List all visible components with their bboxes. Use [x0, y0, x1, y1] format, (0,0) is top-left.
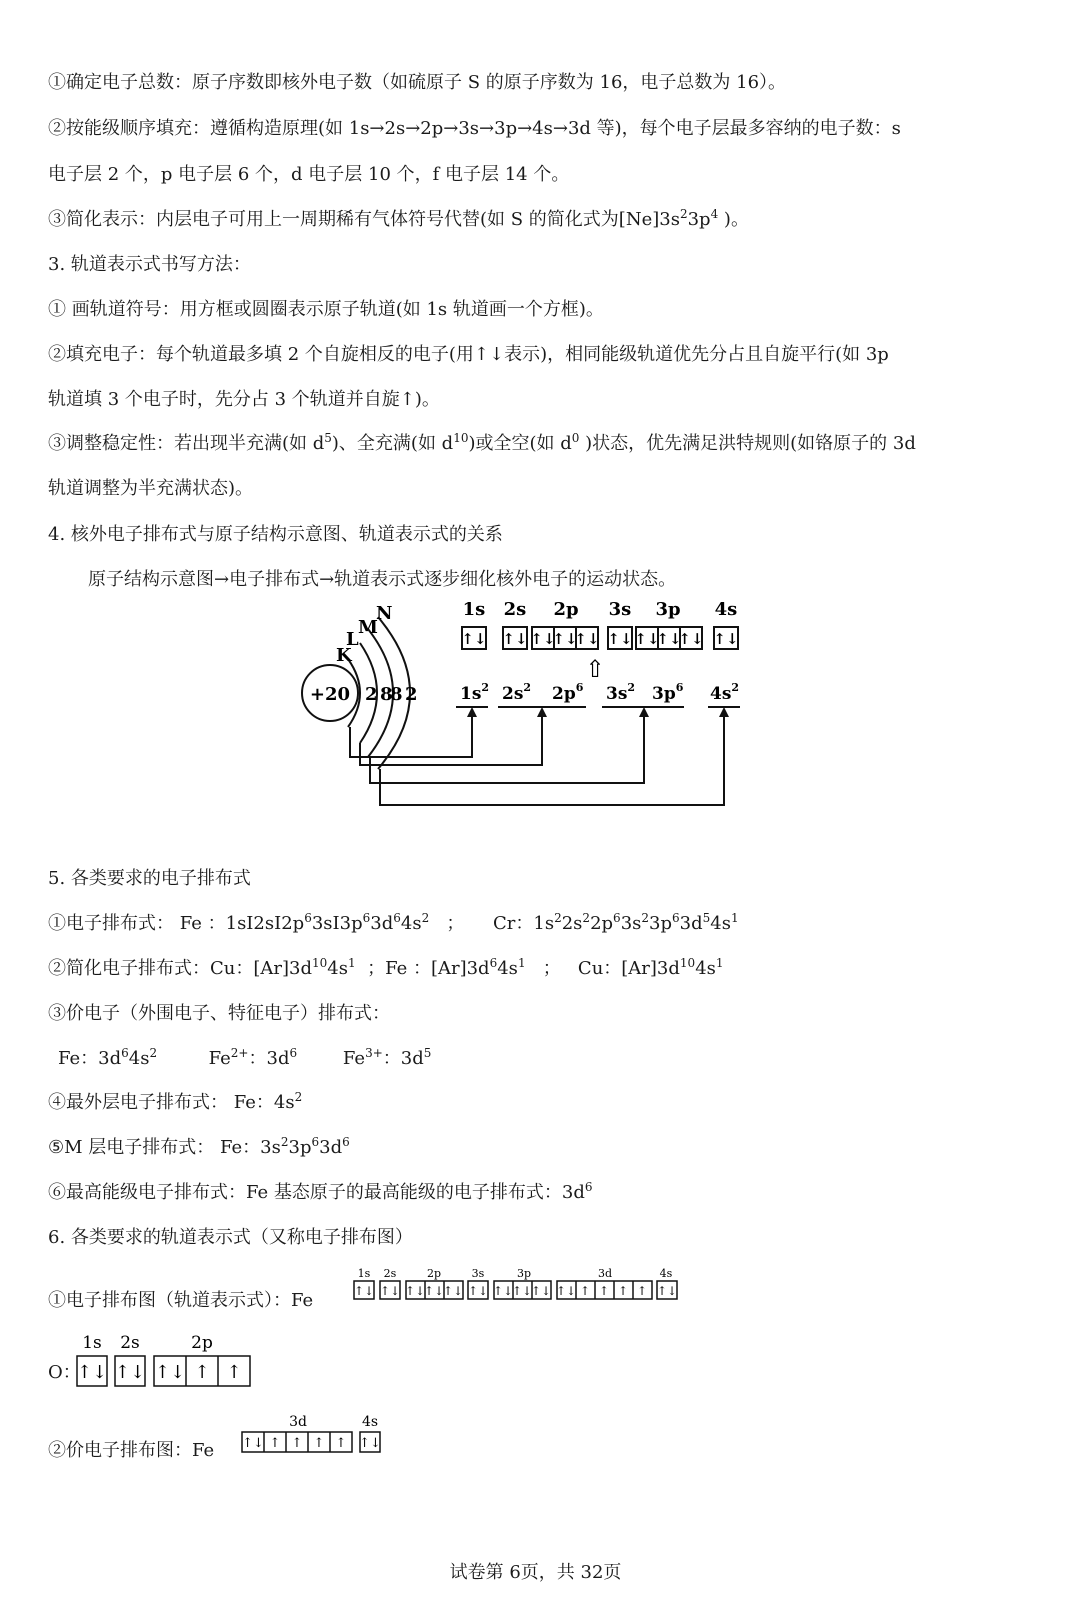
heading-6: 6. 各类要求的轨道表示式（又称电子排布图） — [48, 1227, 413, 1248]
s-1-label: ①电子排布图（轨道表示式）：Fe — [48, 1290, 314, 1311]
orb-label-3p: 3p — [655, 599, 681, 620]
r-1: ①电子排布式： Fe ：$1sI2sI2p^63sI3p^63d^64s^2$ ； Cr：$1s^22s^22p^63s^23p^63d^54s^1$ — [48, 911, 739, 934]
svg-text:↑↓: ↑↓ — [423, 1284, 445, 1298]
svg-text:2p: 2p — [191, 1333, 213, 1353]
config-row — [460, 681, 739, 704]
heading-5: 5. 各类要求的电子排布式 — [48, 868, 251, 889]
para-1: ①确定电子总数：原子序数即核外电子数（如硫原子 S 的原子序数为 16，电子总数为 16）。 — [48, 72, 787, 93]
orb-label-3s: 3s — [608, 599, 632, 620]
shell-k: K — [336, 645, 352, 666]
orb-label-1s: 1s — [462, 599, 486, 620]
q-3a: ③调整稳定性：若出现半充满(如 $d^5$)、全充满(如 $d^{10}$)或全空(如 $d^0$ )状态，优先满足洪特规则(如铬原子的 3d — [48, 431, 916, 454]
svg-text:↑: ↑ — [617, 1284, 629, 1298]
count-k: 2 — [365, 684, 378, 705]
svg-text:↑↓: ↑↓ — [467, 1284, 489, 1298]
svg-text:↑: ↑ — [269, 1436, 281, 1451]
svg-text:↑↓: ↑↓ — [552, 630, 578, 648]
r-3: ③价电子（外围电子、特征电子）排布式： — [48, 1003, 390, 1024]
svg-text:↑↓: ↑↓ — [502, 630, 528, 648]
r-5: ⑤M 层电子排布式： Fe：$3s^23p^63d^6$ — [48, 1135, 350, 1158]
svg-text:↑↓: ↑↓ — [492, 1284, 514, 1298]
structure-diagram — [290, 595, 760, 815]
para-2b: 电子层 2 个，p 电子层 6 个，d 电子层 10 个，f 电子层 14 个。 — [48, 164, 570, 185]
svg-text:↑: ↑ — [335, 1436, 347, 1451]
svg-text:4s: 4s — [659, 1267, 673, 1280]
svg-text:2s: 2s — [120, 1333, 140, 1353]
svg-text:↑↓: ↑↓ — [353, 1284, 375, 1298]
svg-text:↑: ↑ — [313, 1436, 325, 1451]
o-orbital-diagram — [74, 1330, 264, 1390]
svg-text:↑↓: ↑↓ — [555, 1284, 577, 1298]
count-l: 8 — [380, 684, 393, 705]
svg-text:1s2: $1s^2$ — [460, 681, 490, 704]
shell-m: M — [358, 617, 378, 638]
para-3: ③简化表示：内层电子可用上一周期稀有气体符号代替(如 S 的简化式为$[Ne]3s^23p^4$ )。 — [48, 207, 749, 230]
svg-text:↑↓: ↑↓ — [713, 630, 739, 648]
q-2a: ②填充电子：每个轨道最多填 2 个自旋相反的电子(用↑↓表示)，相同能级轨道优先分占且自旋平行(如 3p — [48, 344, 889, 365]
svg-text:↑↓: ↑↓ — [442, 1284, 464, 1298]
svg-text:↑: ↑ — [291, 1436, 303, 1451]
s-3-label: ②价电子排布图：Fe — [48, 1440, 215, 1461]
svg-text:4s: 4s — [361, 1414, 379, 1430]
orbital-arrows — [461, 630, 738, 648]
shell-l: L — [346, 629, 359, 650]
svg-text:1s: 1s — [357, 1267, 371, 1280]
svg-text:↑: ↑ — [194, 1362, 210, 1383]
svg-text:↑↓: ↑↓ — [656, 630, 682, 648]
svg-text:↑: ↑ — [636, 1284, 648, 1298]
svg-text:↑↓: ↑↓ — [634, 630, 660, 648]
heading-3: 3. 轨道表示式书写方法： — [48, 254, 251, 275]
q-1: ① 画轨道符号：用方框或圆圈表示原子轨道(如 1s 轨道画一个方框)。 — [48, 299, 604, 320]
r-6: ⑥最高能级电子排布式：Fe 基态原子的最高能级的电子排布式：$3d^6$ — [48, 1180, 593, 1203]
svg-text:↑↓: ↑↓ — [530, 630, 556, 648]
svg-text:3s2: $3s^2$ — [606, 681, 636, 704]
svg-text:↑↓: ↑↓ — [359, 1436, 381, 1451]
fe-valence-diagram — [238, 1412, 388, 1458]
r-3b: Fe：$3d^64s^2$ $Fe^{2+}$：$3d^6$ $Fe^{3+}$：$3d^5$ — [58, 1046, 432, 1069]
q-3b: 轨道调整为半充满状态)。 — [48, 478, 254, 499]
svg-text:3d: 3d — [597, 1267, 613, 1280]
orb-label-2p: 2p — [553, 599, 579, 620]
svg-text:↑: ↑ — [598, 1284, 610, 1298]
svg-text:2p: 2p — [426, 1267, 442, 1280]
svg-text:2s2: $2s^2$ — [502, 681, 532, 704]
svg-text:↑↓: ↑↓ — [242, 1436, 264, 1451]
svg-text:↑↓: ↑↓ — [461, 630, 487, 648]
count-n: 2 — [405, 684, 418, 705]
svg-text:↑↓: ↑↓ — [607, 630, 633, 648]
count-m: 8 — [390, 684, 403, 705]
svg-text:↑↓: ↑↓ — [656, 1284, 678, 1298]
para-2a: ②按能级顺序填充：遵循构造原理(如 1s→2s→2p→3s→3p→4s→3d 等)，每个电子层最多容纳的电子数：s — [48, 118, 901, 139]
svg-text:↑↓: ↑↓ — [154, 1362, 186, 1383]
fe-orbital-diagram — [352, 1266, 682, 1306]
svg-text:↑↓: ↑↓ — [76, 1362, 108, 1383]
svg-text:↑↓: ↑↓ — [404, 1284, 426, 1298]
hollow-up-arrow: ⇧ — [584, 655, 606, 683]
svg-text:↑↓: ↑↓ — [114, 1362, 146, 1383]
s-2-label: O： — [48, 1362, 81, 1383]
svg-text:3s: 3s — [471, 1267, 485, 1280]
heading-4: 4. 核外电子排布式与原子结构示意图、轨道表示式的关系 — [48, 524, 503, 545]
orb-label-4s: 4s — [714, 599, 738, 620]
svg-text:↑↓: ↑↓ — [530, 1284, 552, 1298]
svg-text:2s: 2s — [383, 1267, 397, 1280]
orb-label-2s: 2s — [503, 599, 527, 620]
svg-text:3d: 3d — [289, 1414, 307, 1430]
svg-text:3p6: $3p^6$ — [652, 681, 684, 704]
svg-text:↑↓: ↑↓ — [678, 630, 704, 648]
svg-text:2p6: $2p^6$ — [552, 681, 584, 704]
r-4: ④最外层电子排布式： Fe：$4s^2$ — [48, 1090, 303, 1113]
connector-arrowheads — [467, 707, 729, 717]
q-2b: 轨道填 3 个电子时，先分占 3 个轨道并自旋↑)。 — [48, 389, 440, 410]
svg-text:↑↓: ↑↓ — [574, 630, 600, 648]
svg-text:1s: 1s — [82, 1333, 102, 1353]
svg-text:↑: ↑ — [226, 1362, 242, 1383]
r-2: ②简化电子排布式：Cu：$[Ar]3d^{10}4s^1$ ；Fe ：$[Ar]3d^64s^1$ ； Cu：$[Ar]3d^{10}4s^1$ — [48, 956, 724, 979]
connector-lines — [350, 709, 724, 805]
page-footer: 试卷第 6页，共 32页 — [449, 1562, 622, 1583]
svg-text:↑↓: ↑↓ — [379, 1284, 401, 1298]
heading-4-sub: 原子结构示意图→电子排布式→轨道表示式逐步细化核外电子的运动状态。 — [88, 569, 677, 590]
nucleus-charge: +20 — [309, 684, 351, 705]
shell-n: N — [376, 603, 393, 624]
svg-text:4s2: $4s^2$ — [710, 681, 740, 704]
svg-text:3p: 3p — [516, 1267, 532, 1280]
svg-text:↑: ↑ — [579, 1284, 591, 1298]
svg-text:↑↓: ↑↓ — [511, 1284, 533, 1298]
